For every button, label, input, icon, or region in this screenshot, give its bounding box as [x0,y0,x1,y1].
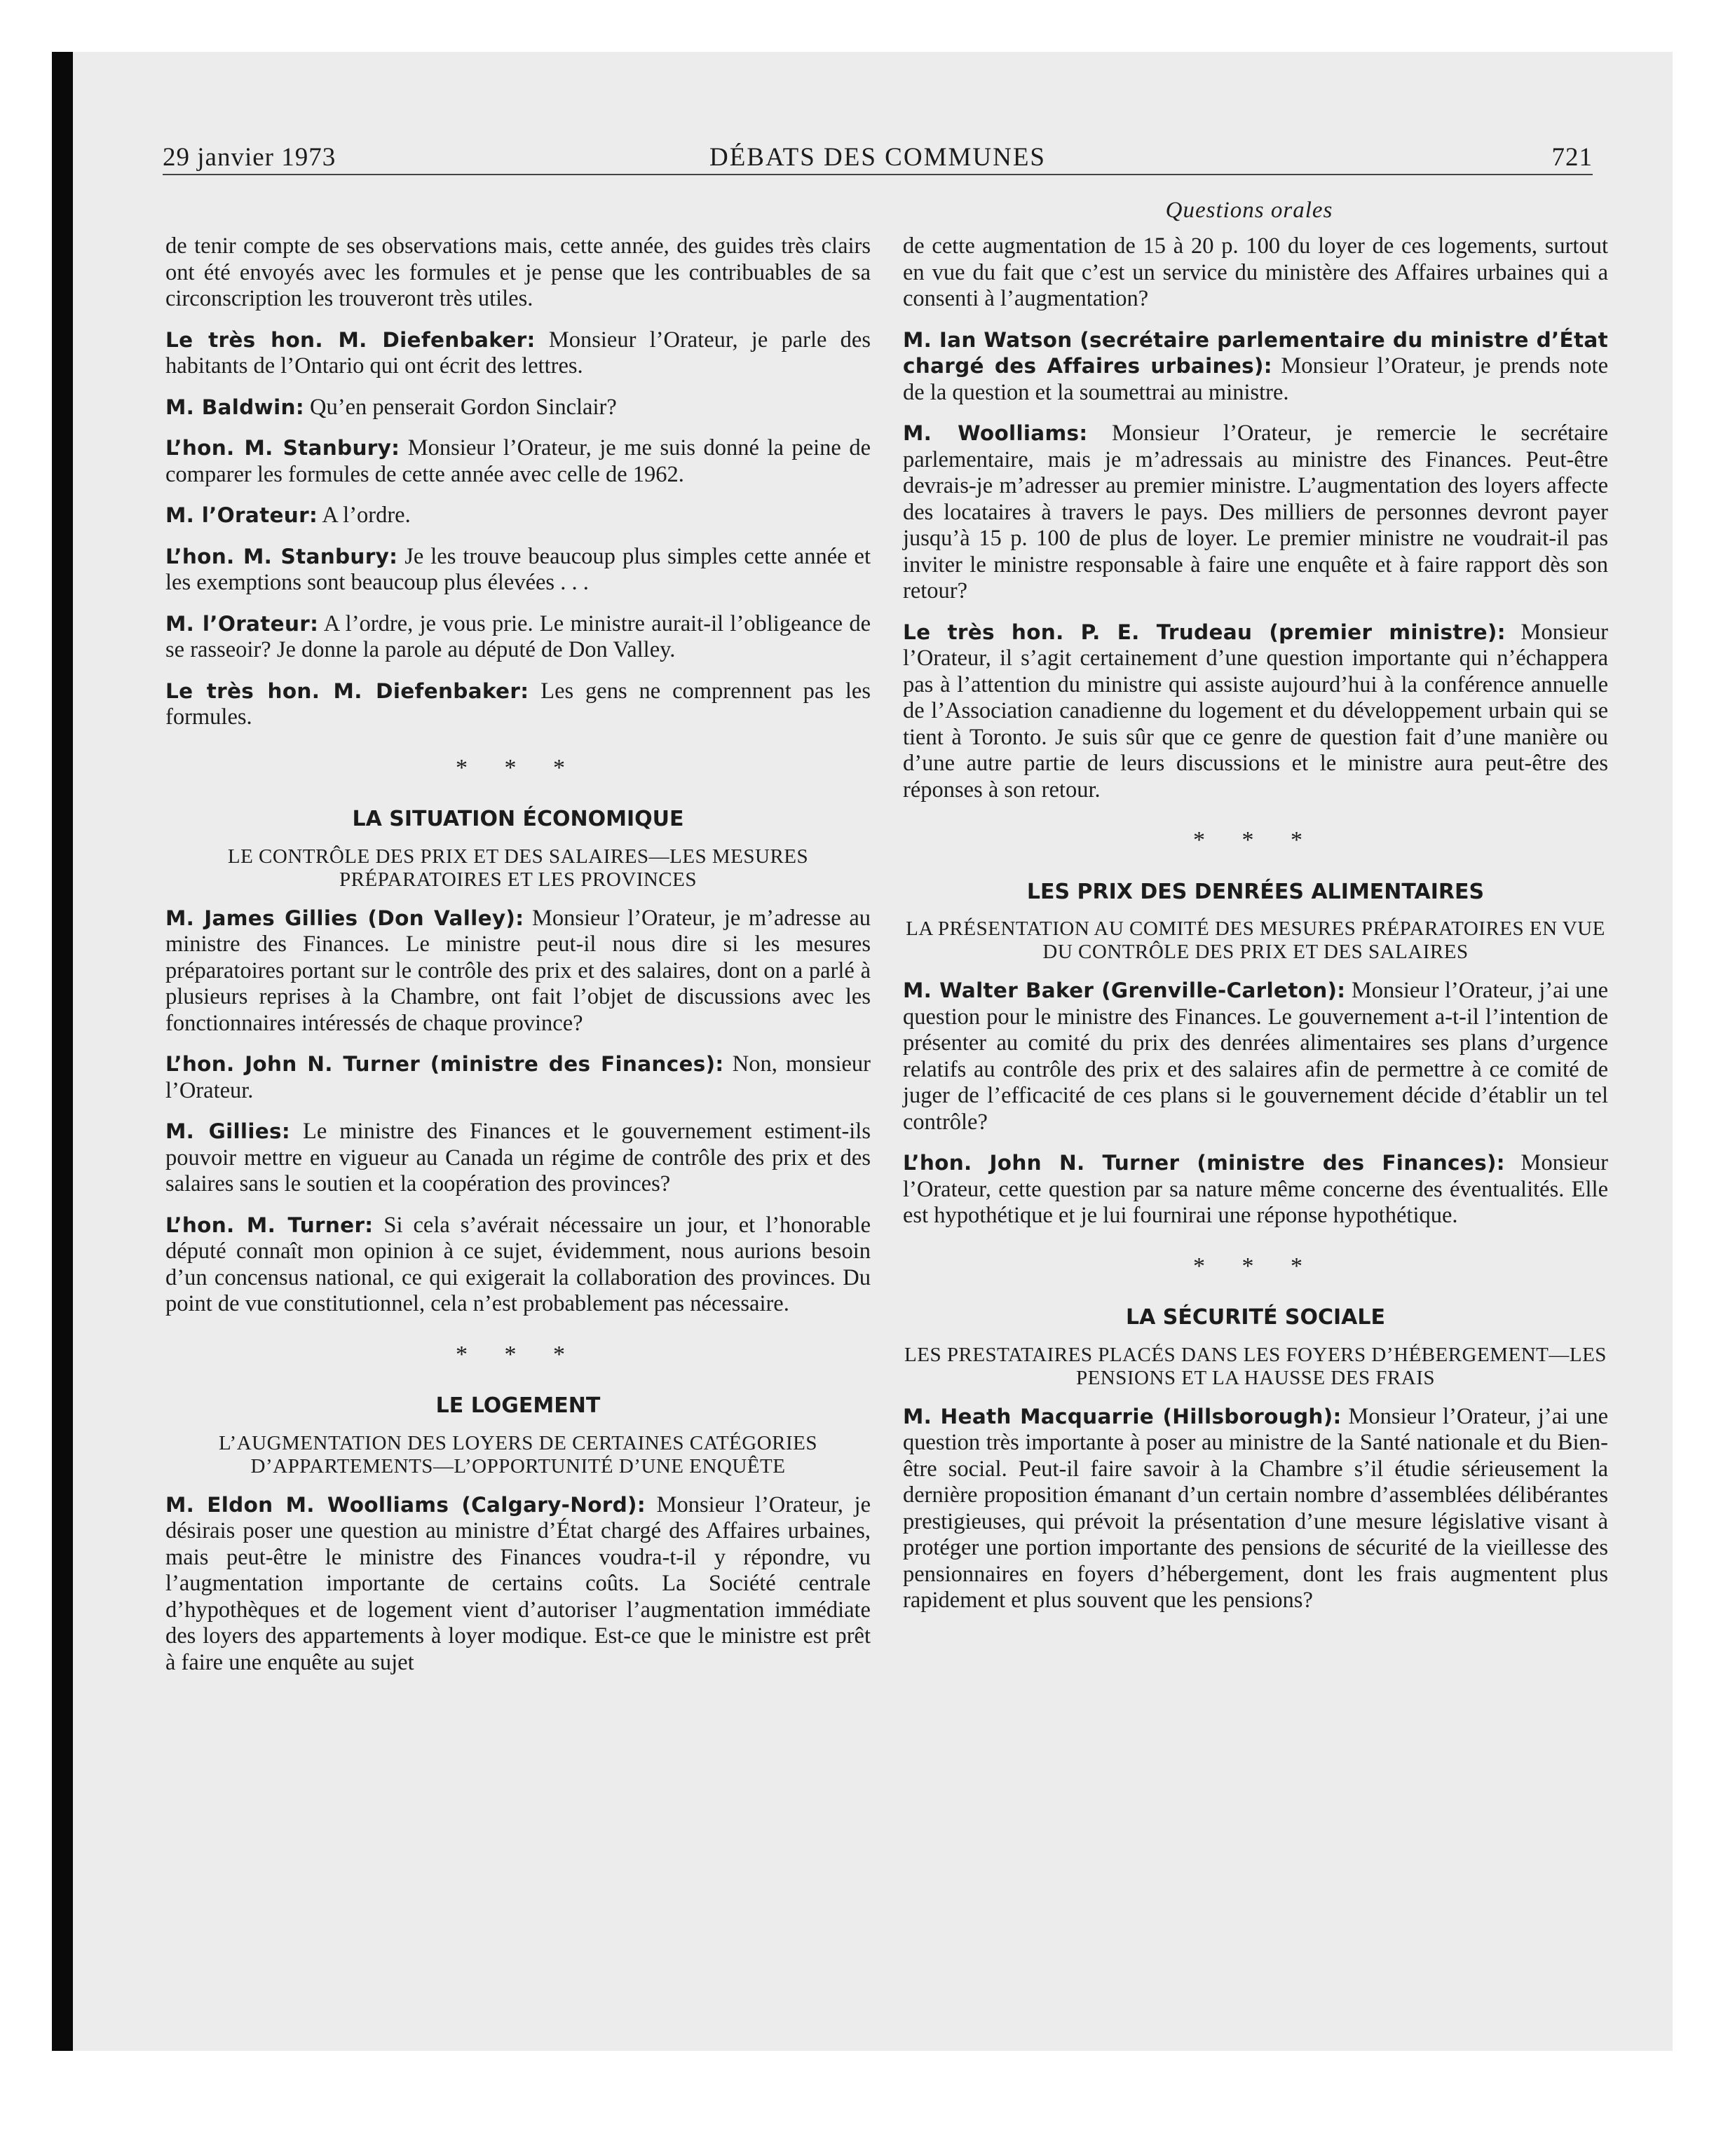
speech: Monsieur l’Orateur, je m’adresse au ministre des Finances. Le ministre peut-il nous dire si les mesures préparatoires portant sur le contrôle des prix et des salaires, dont on a parlé à plusieurs reprises à la Chambre, ont fait l’objet de discussions avec les fonctionnaires intéressés de chaque province? [165,905,871,1036]
speaker: M. l’Orateur: [165,611,319,636]
speech: A l’ordre. [318,503,411,528]
exchange [165,906,871,1037]
exchange [903,1404,1608,1614]
page-number: 721 [1551,143,1593,172]
speech: Non, monsieur l’Orateur. [165,1051,871,1103]
speaker: L’hon. John N. Turner (ministre des Finances): [903,1151,1505,1175]
section-subheading: LE CONTRÔLE DES PRIX ET DES SALAIRES—LES MESURES PRÉPARATOIRES ET LES PROVINCES [227,845,809,891]
speech: Monsieur l’Orateur, j’ai une question très importante à poser au ministre de la Santé nationale et du Bien-être social. Peut-il faire savoir à la Chambre s’il étudie sérieusement la dernière proposition émanant d’un certain nombre d’assemblées délibérantes prestigieuses, qui prévoit la présentation d’une mesure législative visant à protéger une portion importante des pensions de sécurité de la vieillesse des pensionnaires en foyers d’hébergement, dont les frais augmentent plus rapidement et plus souvent que les pensions? [903,1403,1608,1613]
speech: Monsieur l’Orateur, il s’agit certainement d’une question importante qui n’échappera pas à l’attention du ministre qui assiste aujourd’hui à la conférence annuelle de l’Association canadienne du logement et du développement urbain qui se tient à Toronto. Je suis sûr que ce genre de question fait d’une manière ou d’une autre partie de leurs discussions et le ministre aura peut-être des réponses à son retour. [903,619,1608,803]
speaker: M. Ian Watson (secrétaire parlementaire du ministre d’État chargé des Affaires urbaines): [903,327,1608,378]
header-date: 29 janvier 1973 [163,143,336,172]
speech: Monsieur l’Orateur, cette question par sa nature même concerne des éventualités. Elle est hypothétique et je lui fournirai une réponse hypothétique. [903,1150,1608,1228]
exchange [903,978,1608,1135]
section-subheading: LES PRESTATAIRES PLACÉS DANS LES FOYERS D’HÉBERGEMENT—LES PENSIONS ET LA HAUSSE DES FRAIS [904,1343,1607,1389]
speech: Le ministre des Finances et le gouvernement estiment-ils pouvoir mettre en vigueur au Canada un régime de contrôle des prix et des salaires sans le soutien et la coopération des provinces? [165,1119,871,1196]
speaker: M. Gillies: [165,1119,291,1143]
exchange [165,395,871,421]
exchange [903,1150,1608,1229]
speaker: Le très hon. M. Diefenbaker: [165,327,536,352]
exchange [165,678,871,731]
section-separator: * * * [1193,827,1318,853]
speaker: M. Baldwin: [165,395,304,419]
speech: Monsieur l’Orateur, je désirais poser une question au ministre d’État chargé des Affaires urbaines, mais peut-être le ministre des Finances voudra-t-il y répondre, vu l’augmentation importante de certains coûts. La Société centrale d’hypothèques et de logement vient d’autoriser l’augmentation immédiate des loyers des appartements à loyer modique. Est-ce que le ministre est prêt à faire une enquête au sujet [165,1492,871,1675]
exchange [903,620,1608,804]
header-title: DÉBATS DES COMMUNES [709,143,1046,172]
exchange [165,611,871,664]
exchange [165,1051,871,1104]
speaker: M. James Gillies (Don Valley): [165,906,524,930]
exchange [165,327,871,380]
section-separator: * * * [1193,1253,1318,1279]
speaker: L’hon. M. Stanbury: [165,544,398,568]
continued-paragraph: de cette augmentation de 15 à 20 p. 100 du loyer de ces logements, surtout en vue du fait que c’est un service du ministère des Affaires urbaines qui a consenti à l’augmentation? [903,233,1608,311]
section-heading: LES PRIX DES DENRÉES ALIMENTAIRES [1026,879,1485,904]
speech: Monsieur l’Orateur, je prends note de la question et la soumettrai au ministre. [903,353,1608,405]
speaker: L’hon. John N. Turner (ministre des Finances): [165,1052,724,1076]
speech: Qu’en penserait Gordon Sinclair? [304,394,617,420]
speech: Monsieur l’Orateur, j’ai une question pour le ministre des Finances. Le gouvernement a-t-il l’intention de présenter au comité du prix des denrées alimentaires ses plans d’urgence relatifs au contrôle des prix et des salaires afin de permettre à ce comité de juger de l’efficacité de ces plans si le gouvernement décide d’établir un tel contrôle? [903,978,1608,1135]
speech: Monsieur l’Orateur, je remercie le secrétaire parlementaire, mais je m’adressais au ministre des Finances. Peut-être devrais-je m’adresser au premier ministre. L’augmentation des loyers affecte des locataires à travers le pays. Des milliers de personnes devront payer jusqu’à 15 p. 100 de plus de loyer. Le premier ministre ne voudrait-il pas inviter le ministre responsable à faire une enquête et à faire rapport dès son retour? [903,421,1608,603]
speaker: M. l’Orateur: [165,503,318,527]
speaker: Le très hon. M. Diefenbaker: [165,678,529,703]
speaker: M. Woolliams: [903,421,1088,445]
exchange [165,1119,871,1198]
speaker: M. Eldon M. Woolliams (Calgary-Nord): [165,1492,646,1517]
section-subheading: L’AUGMENTATION DES LOYERS DE CERTAINES CATÉGORIES D’APPARTEMENTS—L’OPPORTUNITÉ D’UNE ENQUÊTE [218,1431,817,1478]
exchange [165,503,871,529]
speaker: Le très hon. P. E. Trudeau (premier ministre): [903,620,1506,644]
section-separator: * * * [456,1341,580,1367]
right-column [903,233,1608,1629]
continued-paragraph: de tenir compte de ses observations mais, cette année, des guides très clairs ont été envoyés avec les formules et je pense que les contribuables de sa circonscription les trouveront très utiles. [165,233,871,311]
exchange [165,1492,871,1677]
running-head: Questions orales [1165,198,1333,223]
speaker: M. Walter Baker (Grenville-Carleton): [903,978,1346,1002]
speaker: L’hon. M. Stanbury: [165,436,400,460]
speech: Monsieur l’Orateur, je parle des habitants de l’Ontario qui ont écrit des lettres. [165,327,871,378]
section-separator: * * * [456,754,580,781]
exchange [165,1213,871,1318]
speech: Les gens ne comprennent pas les formules. [165,678,871,730]
page-header [163,140,1593,175]
speech: Je les trouve beaucoup plus simples cette année et les exemptions sont beaucoup plus élevées . . . [165,543,871,595]
exchange [903,327,1608,407]
exchange [165,544,871,596]
speaker: M. Heath Macquarrie (Hillsborough): [903,1404,1342,1428]
speech: Si cela s’avérait nécessaire un jour, et l’honorable député connaît mon opinion à ce sujet, évidemment, nous aurions besoin d’un concensus national, ce qui exigerait la collaboration des provinces. Du point de vue constitutionnel, cela n’est probablement pas nécessaire. [165,1212,871,1316]
scan-edge [52,52,73,2051]
section-heading: LE LOGEMENT [435,1393,601,1418]
section-subheading: LA PRÉSENTATION AU COMITÉ DES MESURES PRÉPARATOIRES EN VUE DU CONTRÔLE DES PRIX ET DES SALAIRES [906,917,1605,963]
exchange [165,435,871,488]
speaker: L’hon. M. Turner: [165,1213,374,1237]
exchange [903,421,1608,605]
left-column [165,233,871,1691]
speech: A l’ordre, je vous prie. Le ministre aurait-il l’obligeance de se rasseoir? Je donne la parole au député de Don Valley. [165,610,871,662]
section-heading: LA SÉCURITÉ SOCIALE [1125,1305,1386,1330]
speech: Monsieur l’Orateur, je me suis donné la peine de comparer les formules de cette année avec celle de 1962. [165,435,871,487]
section-heading: LA SITUATION ÉCONOMIQUE [352,807,684,831]
